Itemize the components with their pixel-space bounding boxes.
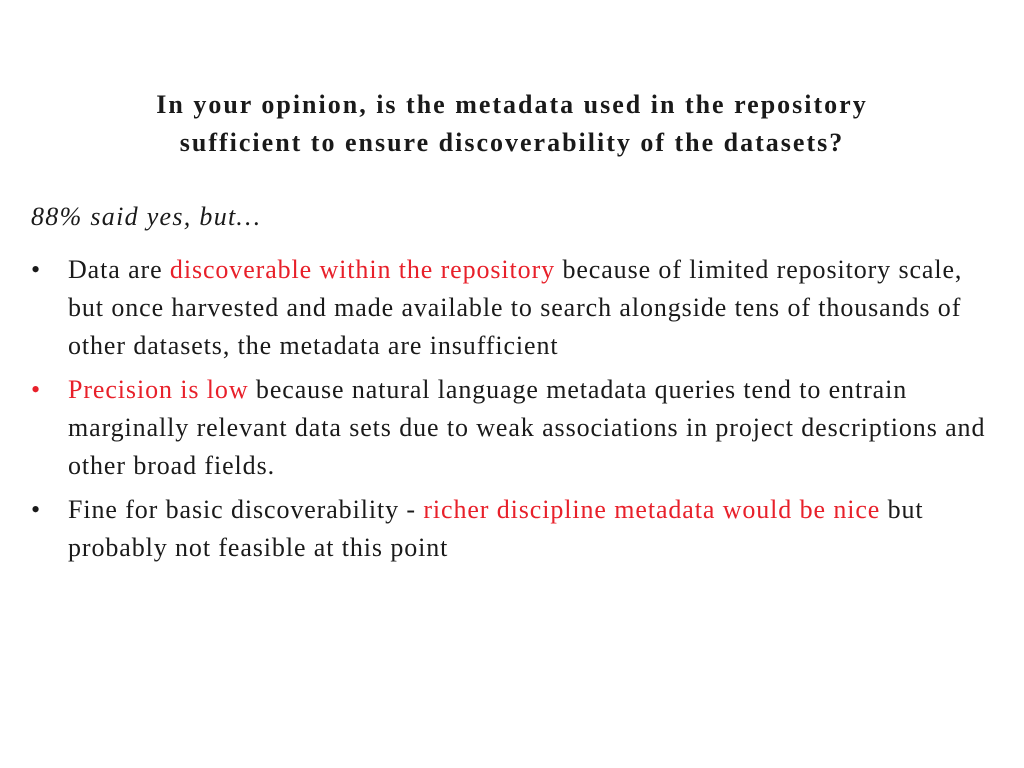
bullet-1-highlight: discoverable within the repository (169, 255, 556, 284)
bullet-item-3 (31, 491, 991, 567)
bullet-item-1 (31, 251, 991, 365)
bullet-3-text-a: Fine for basic discoverability - (68, 495, 424, 524)
bullet-3-highlight: richer discipline metadata would be nice (423, 495, 881, 524)
bullet-list (31, 251, 991, 567)
bullet-3-text-b: but probably not feasible at this point (68, 495, 924, 562)
bullet-1-text-b: because of limited repository scale, but once harvested and made available to search alongside tens of thousands of other datasets, the metadata are insufficient (68, 255, 963, 360)
bullet-1-text-a: Data are (68, 255, 170, 284)
slide-title (20, 86, 1004, 162)
bullet-marker: • (31, 255, 42, 284)
bullet-marker: • (31, 375, 42, 404)
intro-text: 88% said yes, but… (31, 202, 261, 231)
slide-title-line-2: sufficient to ensure discoverability of the datasets? (179, 128, 845, 157)
bullet-2-highlight: Precision is low (68, 375, 249, 404)
slide-title-line-1: In your opinion, is the metadata used in the repository (156, 90, 868, 119)
bullet-item-2 (31, 371, 991, 485)
bullet-2-text-a: because natural language metadata queries tend to entrain marginally relevant data sets due to weak associations in project descriptions and other broad fields. (68, 375, 986, 480)
bullet-marker: • (31, 495, 42, 524)
